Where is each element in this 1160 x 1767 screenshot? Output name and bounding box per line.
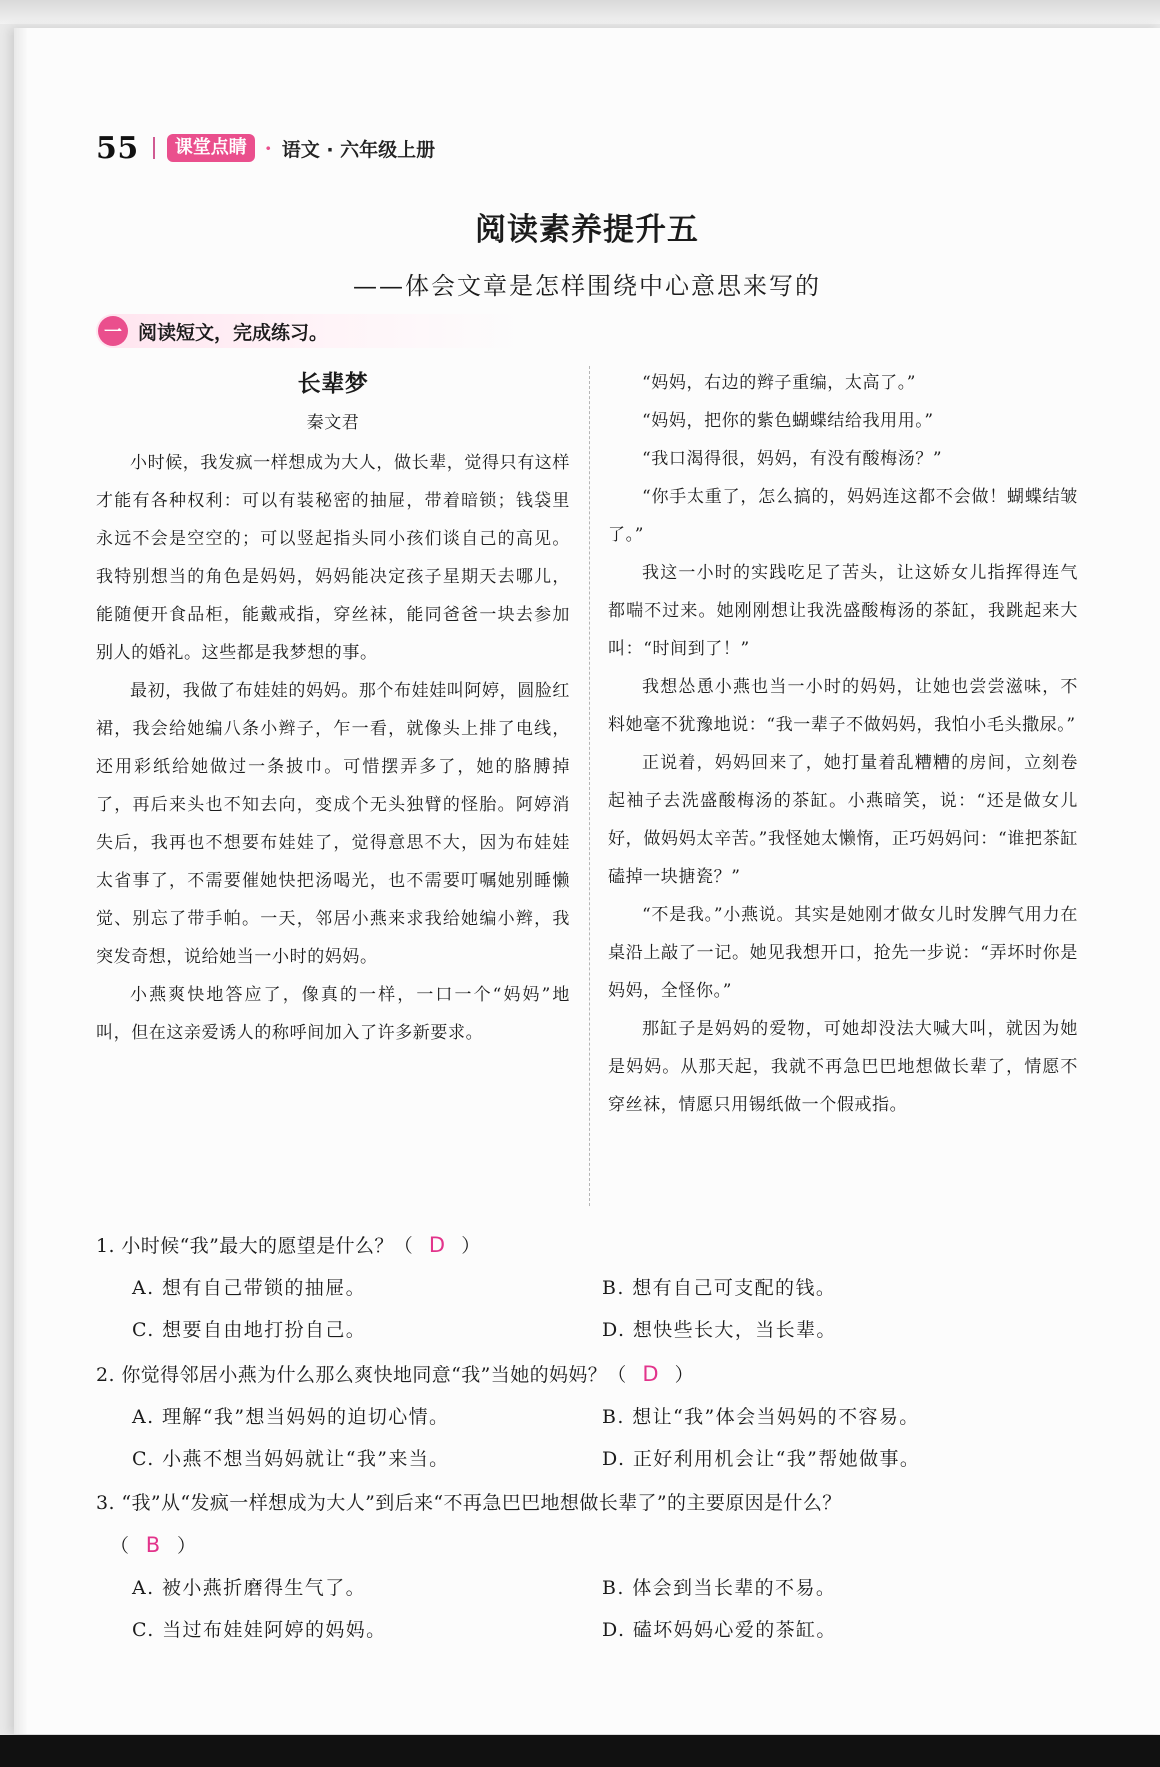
answer-line: （ B ） (96, 1524, 1086, 1567)
question-text: 2. 你觉得邻居小燕为什么那么爽快地同意“我”当她的妈妈？（ (96, 1364, 627, 1386)
story-title: 长辈梦 (297, 371, 369, 397)
answer-mark: B (145, 1533, 161, 1557)
story-paragraph: 最初，我做了布娃娃的妈妈。那个布娃娃叫阿婷，圆脸红裙，我会给她编八条小辫子，乍一看，就像头上排了电线，还用彩纸给她做过一条披巾。可惜摆弄多了，她的胳膊掉了，再后来头也不知去向，变成个无头独臂的怪胎。阿婷消失后，我再也不想要布娃娃了，觉得意思不大，因为布娃娃太省事了，不需要催她快把汤喝光，也不需要叮嘱她别睡懒觉、别忘了带手帕。一天，邻居小燕来求我给她编小辫，我突发奇想，说给她当一小时的妈妈。 (96, 681, 570, 967)
story-paragraph: 小燕爽快地答应了，像真的一样，一口一个“妈妈”地叫，但在这亲爱诱人的称呼间加入了许多新要求。 (96, 985, 570, 1043)
question-text: 1. 小时候“我”最大的愿望是什么？（ (96, 1235, 414, 1257)
question-stem (96, 1224, 1086, 1267)
question-1 (96, 1224, 1086, 1351)
option-b: B. 想有自己可支配的钱。 (602, 1277, 837, 1299)
book-page (14, 28, 1160, 1734)
running-head (96, 128, 435, 168)
option-d: D. 正好利用机会让“我”帮她做事。 (602, 1448, 921, 1470)
story-paragraph: 那缸子是妈妈的爱物，可她却没法大喊大叫，就因为她是妈妈。从那天起，我就不再急巴巴地想做长辈了，情愿不穿丝袜，情愿只用锡纸做一个假戒指。 (608, 1019, 1078, 1115)
header-divider (153, 137, 155, 159)
story-paragraph: “你手太重了，怎么搞的，妈妈连这都不会做！蝴蝶结皱了。” (608, 487, 1078, 545)
question-text-close: ） (674, 1364, 695, 1386)
story-column-right (608, 364, 1078, 1124)
story-paragraph: 小时候，我发疯一样想成为大人，做长辈，觉得只有这样才能有各种权利：可以有装秘密的抽屉，带着暗锁；钱袋里永远不会是空空的；可以竖起指头同小孩们谈自己的高见。我特别想当的角色是妈妈，妈妈能决定孩子星期天去哪儿，能随便开食品柜，能戴戒指，穿丝袜，能同爸爸一块去参加别人的婚礼。这些都是我梦想的事。 (96, 453, 570, 663)
question-text-close: ） (461, 1235, 481, 1257)
question-2 (96, 1353, 1086, 1480)
option-b: B. 想让“我”体会当妈妈的不容易。 (602, 1406, 920, 1428)
section-instruction: 阅读短文，完成练习。 (138, 321, 329, 344)
question-list (96, 1224, 1086, 1653)
option-c: C. 小燕不想当妈妈就让“我”来当。 (132, 1448, 450, 1470)
brand-badge: 课堂点睛 (167, 134, 255, 162)
page-number: 55 (96, 130, 139, 166)
answer-mark: D (428, 1233, 446, 1257)
option-c: C. 当过布娃娃阿婷的妈妈。 (132, 1619, 387, 1641)
option-a: A. 想有自己带锁的抽屉。 (132, 1277, 367, 1299)
answer-mark: D (642, 1362, 659, 1386)
section-heading (96, 314, 526, 348)
section-number-badge: 一 (98, 316, 128, 346)
story-paragraph: “我口渴得很，妈妈，有没有酸梅汤？” (642, 449, 943, 469)
option-d: D. 想快些长大，当长辈。 (602, 1319, 837, 1341)
option-a: A. 被小燕折磨得生气了。 (132, 1577, 367, 1599)
option-a: A. 理解“我”想当妈妈的迫切心情。 (132, 1406, 450, 1428)
scan-top-edge (0, 0, 1160, 24)
story-author: 秦文君 (306, 413, 360, 433)
question-stem (96, 1353, 1086, 1396)
story-paragraph: “妈妈，右边的辫子重编，太高了。” (642, 373, 917, 393)
page-subtitle: ——体会文章是怎样围绕中心意思来写的 (353, 272, 821, 300)
option-c: C. 想要自由地打扮自己。 (132, 1319, 367, 1341)
story-paragraph: “妈妈，把你的紫色蝴蝶结给我用用。” (642, 411, 934, 431)
option-b: B. 体会到当长辈的不易。 (602, 1577, 837, 1599)
story-paragraph: 我这一小时的实践吃足了苦头，让这娇女儿指挥得连气都喘不过来。她刚刚想让我洗盛酸梅汤的茶缸，我跳起来大叫：“时间到了！” (608, 563, 1078, 659)
option-grid (96, 1267, 1086, 1351)
story-column-left (96, 364, 570, 1052)
question-3 (96, 1482, 1086, 1651)
question-text: 3. “我”从“发疯一样想成为大人”到后来“不再急巴巴地想做长辈了”的主要原因是什么？ (96, 1492, 842, 1514)
story-paragraph: “不是我。”小燕说。其实是她刚才做女儿时发脾气用力在桌沿上敲了一记。她见我想开口，抢先一步说：“弄坏时你是妈妈，全怪你。” (608, 905, 1078, 1001)
book-name: 语文 · 六年级上册 (281, 138, 436, 161)
header-dot: · (264, 136, 272, 160)
option-grid (96, 1396, 1086, 1480)
option-grid (96, 1567, 1086, 1651)
page-title: 阅读素养提升五 (475, 212, 699, 248)
story-paragraph: 我想怂恿小燕也当一小时的妈妈，让她也尝尝滋味，不料她毫不犹豫地说：“我一辈子不做妈妈，我怕小毛头撒尿。” (608, 677, 1078, 735)
column-divider (589, 366, 590, 1206)
story-paragraph: 正说着，妈妈回来了，她打量着乱糟糟的房间，立刻卷起袖子去洗盛酸梅汤的茶缸。小燕暗笑，说：“还是做女儿好，做妈妈太辛苦。”我怪她太懒惰，正巧妈妈问：“谁把茶缸磕掉一块搪瓷？” (608, 753, 1078, 887)
option-d: D. 磕坏妈妈心爱的茶缸。 (602, 1619, 837, 1641)
scan-bottom-edge (0, 1735, 1160, 1767)
question-stem (96, 1482, 1086, 1524)
